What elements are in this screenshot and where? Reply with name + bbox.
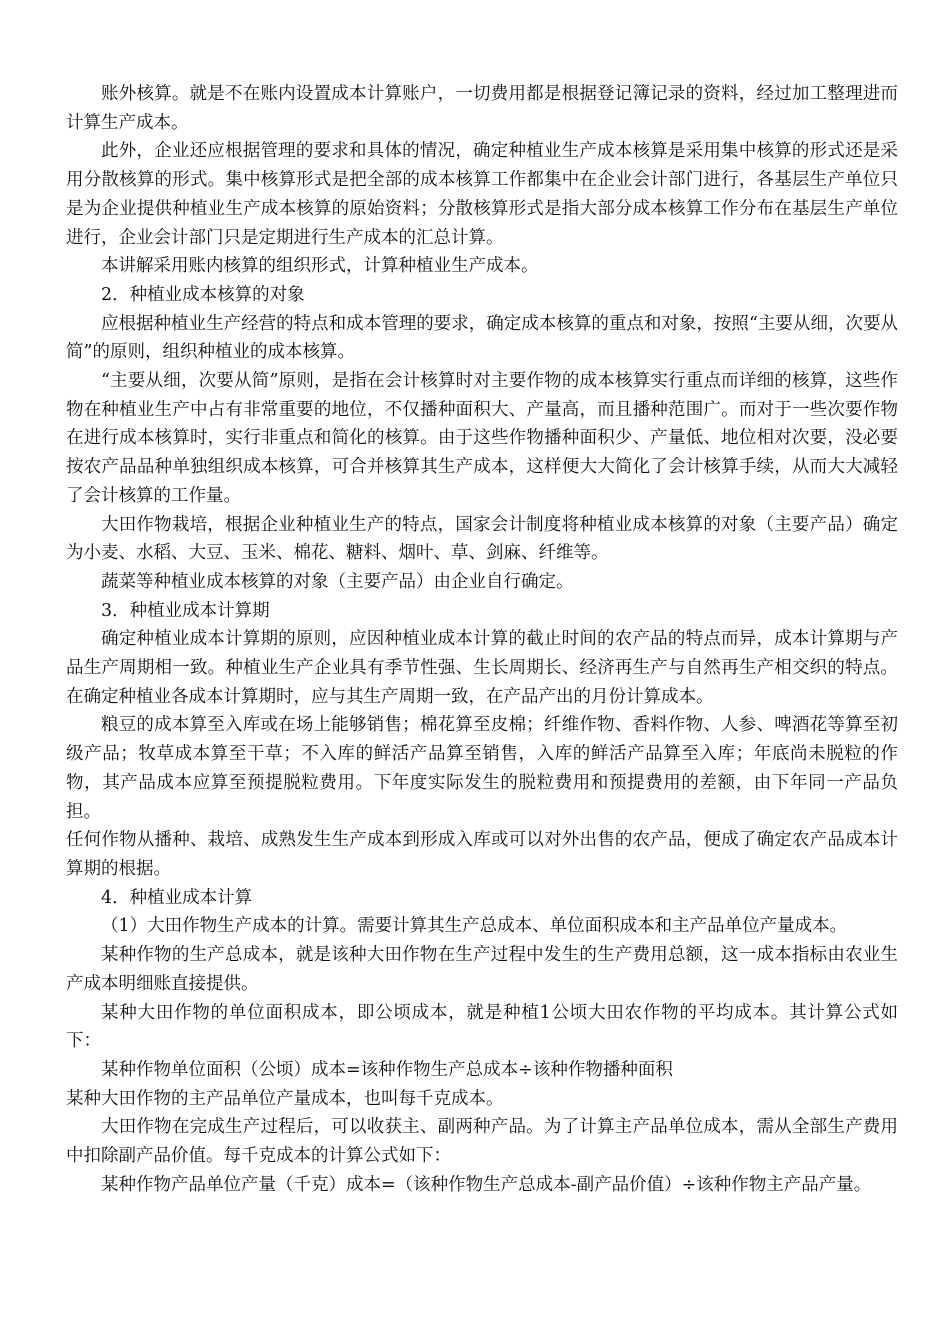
paragraph-cost-period-basis: 任何作物从播种、栽培、成熟发生生产成本到形成入库或可以对外出售的农产品，便成了确定农产品成本计算期的根据。	[66, 830, 898, 879]
paragraph-by-product: 大田作物在完成生产过程后，可以收获主、副两种产品。为了计算主产品单位成本，需从全部生产费用中扣除副产品价值。每千克成本的计算公式如下：	[66, 1117, 898, 1167]
formula-unit-area-cost: 某种作物单位面积（公顷）成本=该种作物生产总成本÷该种作物播种面积	[101, 1059, 673, 1080]
paragraph-centralized-vs-decentralized: 此外，企业还应根据管理的要求和具体的情况，确定种植业生产成本核算是采用集中核算的形式还是采用分散核算的形式。集中核算形式是把全部的成本核算工作都集中在企业会计部门进行，各基层生产单位只是为企业提供种植业生产成本核算的原始资料；分散核算形式是指大部分成本核算工作分布在基层生产单位进行，企业会计部门只是定期进行生产成本的汇总计算。	[66, 141, 898, 248]
paragraph-field-crops: 大田作物栽培，根据企业种植业生产的特点，国家会计制度将种植业成本核算的对象（主要产品）确定为小麦、水稻、大豆、玉米、棉花、糖料、烟叶、草、剑麻、纤维等。	[66, 514, 898, 564]
paragraph-field-crop-cost: （1）大田作物生产成本的计算。需要计算其生产总成本、单位面积成本和主产品单位产量成本。	[101, 916, 848, 937]
paragraph-total-cost: 某种作物的生产总成本，就是该种大田作物在生产过程中发生的生产费用总额，这一成本指标由农业生产成本明细账直接提供。	[66, 945, 898, 994]
paragraph-unit-yield-cost: 某种大田作物的主产品单位产量成本，也叫每千克成本。	[66, 1088, 504, 1109]
paragraph-main-detailed-principle: “主要从细，次要从简”原则，是指在会计核算时对主要作物的成本核算实行重点而详细的核算，这些作物在种植业生产中占有非常重要的地位，不仅播种面积大、产量高，而且播种范围广。而对于一些次要作物在进行成本核算时，实行非重点和简化的核算。由于这些作物播种面积少、产量低、地位相对次要，没必要按农产品品种单独组织成本核算，可合并核算其生产成本，这样便大大简化了会计核算手续，从而大大减轻了会计核算的工作量。	[66, 371, 898, 506]
paragraph-cost-object-principle: 应根据种植业生产经营的特点和成本管理的要求，确定成本核算的重点和对象，按照“主要从细，次要从简”的原则，组织种植业的成本核算。	[66, 313, 898, 363]
paragraph-on-book-method: 本讲解采用账内核算的组织形式，计算种植业生产成本。	[101, 256, 539, 277]
document-body	[66, 80, 898, 1199]
section-heading-3: 3．种植业成本计算期	[101, 600, 270, 621]
paragraph-cost-period-details: 粮豆的成本算至入库或在场上能够销售；棉花算至皮棉；纤维作物、香料作物、人参、啤酒花等算至初级产品；牧草成本算至干草；不入库的鲜活产品算至销售，入库的鲜活产品算至入库；年底尚未脱粒的作物，其产品成本应算至预提脱粒费用。下年度实际发生的脱粒费用和预提费用的差额，由下年同一产品负担。	[66, 715, 898, 822]
section-heading-4: 4．种植业成本计算	[101, 887, 253, 908]
paragraph-vegetables: 蔬菜等种植业成本核算的对象（主要产品）由企业自行确定。	[101, 571, 574, 592]
section-heading-2: 2．种植业成本核算的对象	[101, 284, 305, 305]
paragraph-cost-period-principle: 确定种植业成本计算期的原则，应因种植业成本计算的截止时间的农产品的特点而异，成本计算期与产品生产周期相一致。种植业生产企业具有季节性强、生长周期长、经济再生产与自然再生产相交织的特点。在确定种植业各成本计算期时，应与其生产周期一致，在产品产出的月份计算成本。	[66, 629, 898, 707]
formula-unit-yield-cost: 某种作物产品单位产量（千克）成本=（该种作物生产总成本-副产品价值）÷该种作物主产品产量。	[101, 1174, 872, 1195]
paragraph-off-book-accounting: 账外核算。就是不在账内设置成本计算账户，一切费用都是根据登记簿记录的资料，经过加工整理进而计算生产成本。	[66, 84, 898, 133]
paragraph-unit-area-cost: 某种大田作物的单位面积成本，即公顷成本，就是种植1公顷大田农作物的平均成本。其计算公式如下：	[66, 1002, 898, 1052]
